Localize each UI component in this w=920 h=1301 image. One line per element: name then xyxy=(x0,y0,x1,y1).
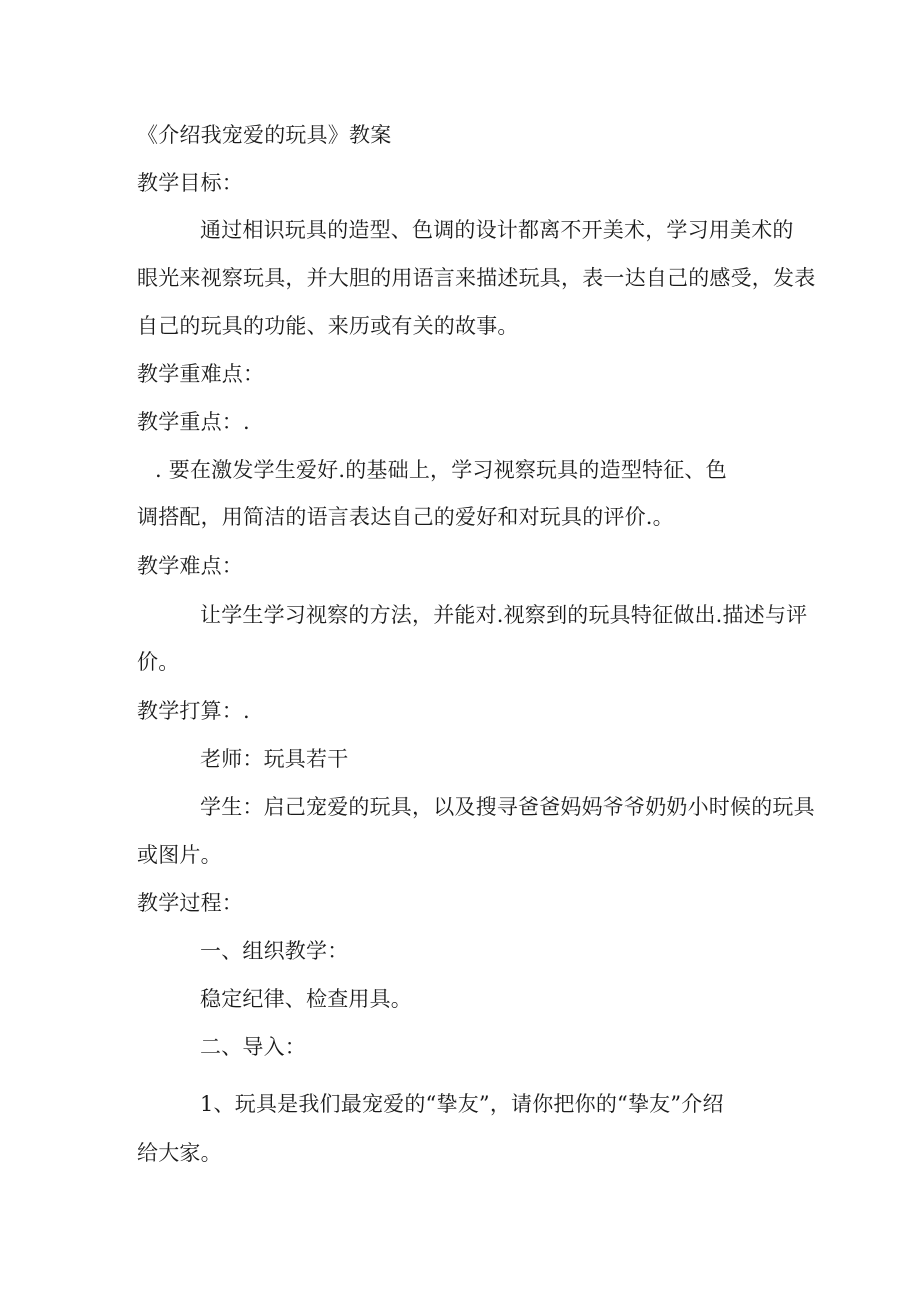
key-point-text-line-2: 调搭配，用简洁的语言表达自己的爱好和对玩具的评价.。 xyxy=(137,505,674,529)
section-two-heading: 二、导入： xyxy=(200,1035,306,1059)
section-one-heading: 一、组织教学： xyxy=(200,939,349,963)
key-point-text-line-1: . 要在激发学生爱好.的基础上，学习视察玩具的造型特征、色 xyxy=(155,458,727,482)
preparation-student-line-2: 或图片。 xyxy=(137,843,222,867)
goals-text-line-1: 通过相识玩具的造型、色调的设计都离不开美术，学习用美术的 xyxy=(200,218,794,242)
section-two-item-1-line-2: 给大家。 xyxy=(137,1141,222,1165)
preparation-heading: 教学打算：. xyxy=(137,699,250,723)
goals-text-line-3: 自己的玩具的功能、来历或有关的故事。 xyxy=(137,314,519,338)
difficult-point-text-line-2: 价。 xyxy=(137,650,180,674)
difficult-point-text-line-1: 让学生学习视察的方法，并能对.视察到的玩具特征做出.描述与评 xyxy=(200,603,808,627)
goals-text-line-2: 眼光来视察玩具，并大胆的用语言来描述玩具，表一达自己的感受，发表 xyxy=(137,266,816,290)
key-point-heading: 教学重点：. xyxy=(137,410,250,434)
section-one-text: 稳定纪律、检查用具。 xyxy=(200,987,412,1011)
key-points-heading: 教学重难点： xyxy=(137,362,265,386)
preparation-student-line-1: 学生：启己宠爱的玩具，以及搜寻爸爸妈妈爷爷奶奶小时候的玩具 xyxy=(200,795,815,819)
section-two-item-1-line-1: 1、玩具是我们最宠爱的“挚友”，请你把你的“挚友”介绍 xyxy=(200,1092,724,1116)
document-title: 《介绍我宠爱的玩具》教案 xyxy=(137,123,392,147)
process-heading: 教学过程： xyxy=(137,891,243,915)
difficult-point-heading: 教学难点： xyxy=(137,554,243,578)
goals-heading: 教学目标： xyxy=(137,171,243,195)
preparation-teacher: 老师：玩具若干 xyxy=(200,747,349,771)
